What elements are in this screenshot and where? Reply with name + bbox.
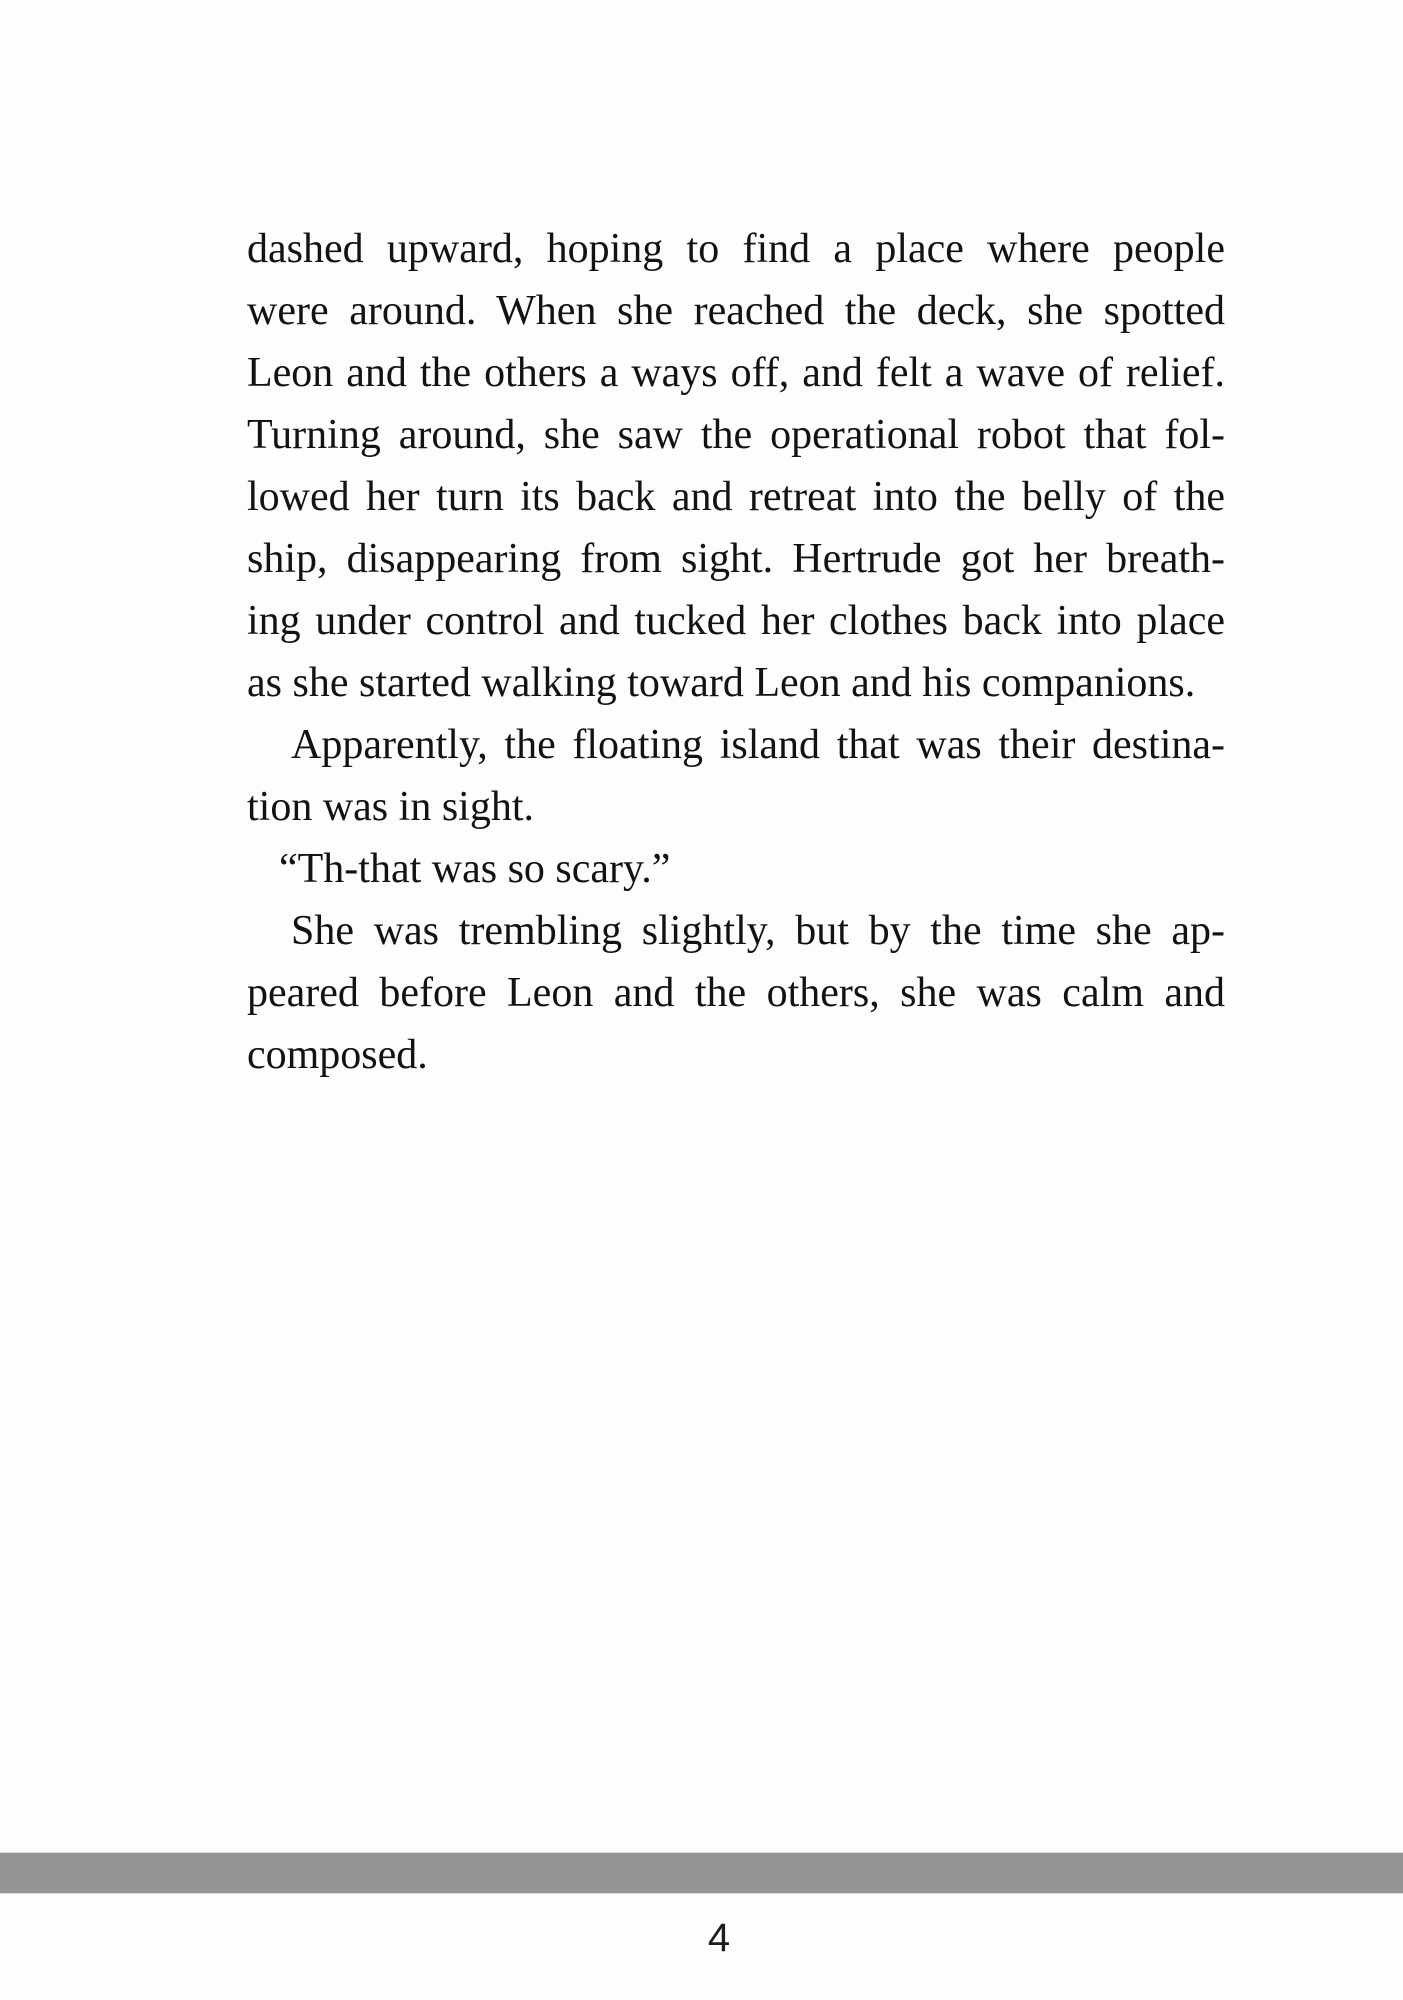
text-line-6: ship, disappearing from sight. Hertrude got her breath-	[247, 536, 1225, 582]
text-line-4: Turning around, she saw the operational robot that fol-	[247, 412, 1225, 458]
page-text	[247, 218, 1225, 1086]
text-line-7: ing under control and tucked her clothes back into place	[247, 598, 1225, 644]
text-line-10: tion was in sight.	[247, 784, 535, 830]
text-line-2: were around. When she reached the deck, she spotted	[247, 288, 1225, 334]
text-line-3: Leon and the others a ways off, and felt a wave of relief.	[247, 350, 1225, 396]
text-line-9: Apparently, the floating island that was their destina-	[291, 722, 1225, 768]
text-line-5: lowed her turn its back and retreat into the belly of the	[247, 474, 1225, 520]
text-line-13: peared before Leon and the others, she was calm and	[247, 970, 1225, 1016]
text-line-1: dashed upward, hoping to find a place where people	[247, 226, 1225, 272]
text-line-14: composed.	[247, 1032, 428, 1078]
text-line-8: as she started walking toward Leon and his companions.	[247, 660, 1196, 706]
page-number: 4	[707, 1916, 731, 1960]
footer-divider-bar	[0, 1852, 1403, 1894]
text-line-11: “Th-that was so scary.”	[279, 846, 671, 892]
text-line-12: She was trembling slightly, but by the time she ap-	[291, 908, 1225, 954]
